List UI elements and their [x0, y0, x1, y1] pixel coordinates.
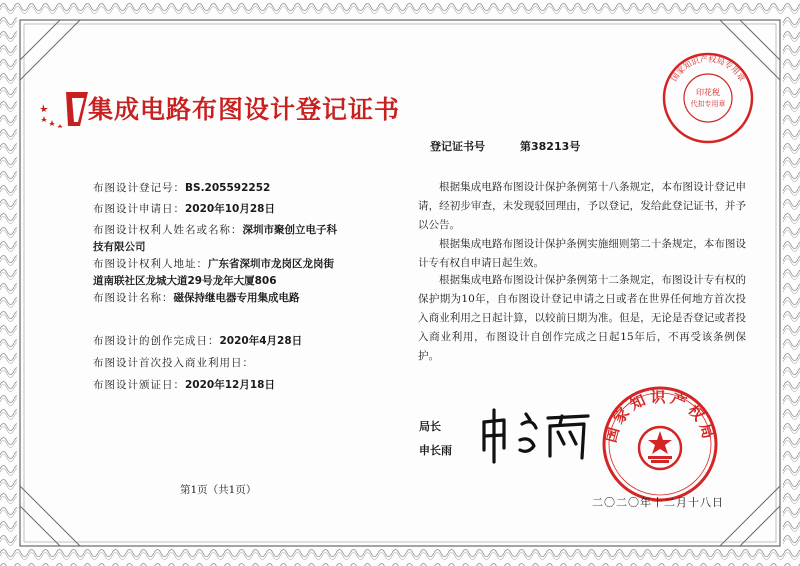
field-commercial-date [93, 355, 254, 370]
field-label: 布图设计首次投入商业利用日： [93, 357, 254, 369]
field-apply-date [93, 201, 275, 216]
field-label: 布图设计颁证日： [93, 379, 185, 391]
field-value: 2020年12月18日 [185, 379, 275, 391]
field-value: 广东省深圳市龙岗区龙岗街 [208, 258, 334, 270]
small-official-seal-icon [658, 48, 758, 148]
director-signature-icon [478, 400, 593, 470]
certificate-title: 集成电路布图设计登记证书 [88, 95, 401, 124]
director-name: 申长雨 [419, 444, 452, 457]
cnipa-emblem-icon [38, 84, 92, 128]
issue-date-chinese: 二〇二〇年十二月十八日 [592, 496, 724, 509]
field-value: 磁保持继电器专用集成电路 [173, 292, 300, 304]
page-number: 第1页（共1页） [180, 484, 257, 496]
field-owner-cont: 技有限公司 [93, 241, 146, 253]
reg-number-label: 登记证书号 [430, 140, 485, 153]
field-label: 布图设计权利人姓名或名称： [93, 224, 243, 236]
official-red-seal-icon [600, 384, 720, 504]
paragraph-registration: 根据集成电路布图设计保护条例第十八条规定，本布图设计登记申请，经初步审查，未发现驳回理由，予以登记，发给此登记证书，并予以公告。 [418, 181, 746, 231]
paragraph-protection: 根据集成电路布图设计保护条例第十二条规定，布图设计专有权的保护期为10年，自布图设计登记申请之日或者在世界任何地方首次投入商业利用之日起计算，以较前日期为准。但是，无论是否登记或者投入商业利用，布图设计自创作完成之日起15年后，不再受该条例保护。 [418, 274, 746, 362]
field-address [93, 256, 334, 271]
field-label: 布图设计申请日： [93, 203, 185, 215]
field-label: 布图设计登记号： [93, 182, 185, 194]
field-value: 2020年4月28日 [219, 335, 303, 347]
field-value: 2020年10月28日 [185, 203, 275, 215]
field-label: 布图设计名称： [93, 292, 174, 304]
svg-text:代扣专用章: 代扣专用章 [690, 100, 726, 108]
field-design-name [93, 290, 300, 305]
svg-text:印花税: 印花税 [696, 88, 720, 97]
paragraph-effective: 根据集成电路布图设计保护条例实施细则第二十条规定，本布图设计专有权自申请日起生效。 [418, 238, 746, 269]
field-reg-no [93, 180, 270, 195]
field-creation-date [93, 333, 302, 348]
field-value: 深圳市聚创立电子科 [242, 224, 337, 236]
field-value: BS.205592252 [185, 182, 271, 194]
field-address-cont: 道南联社区龙城大道29号龙年大厦806 [93, 275, 277, 287]
field-issue-date [93, 377, 275, 392]
reg-number-value: 第38213号 [520, 140, 581, 153]
svg-text:国家知识产权局专用章: 国家知识产权局专用章 [669, 54, 747, 84]
svg-text:国家知识产权局: 国家知识产权局 [601, 388, 719, 445]
field-label: 布图设计权利人地址： [93, 258, 208, 270]
field-owner [93, 222, 337, 237]
field-label: 布图设计的创作完成日： [93, 335, 220, 347]
director-title: 局长 [419, 420, 441, 433]
